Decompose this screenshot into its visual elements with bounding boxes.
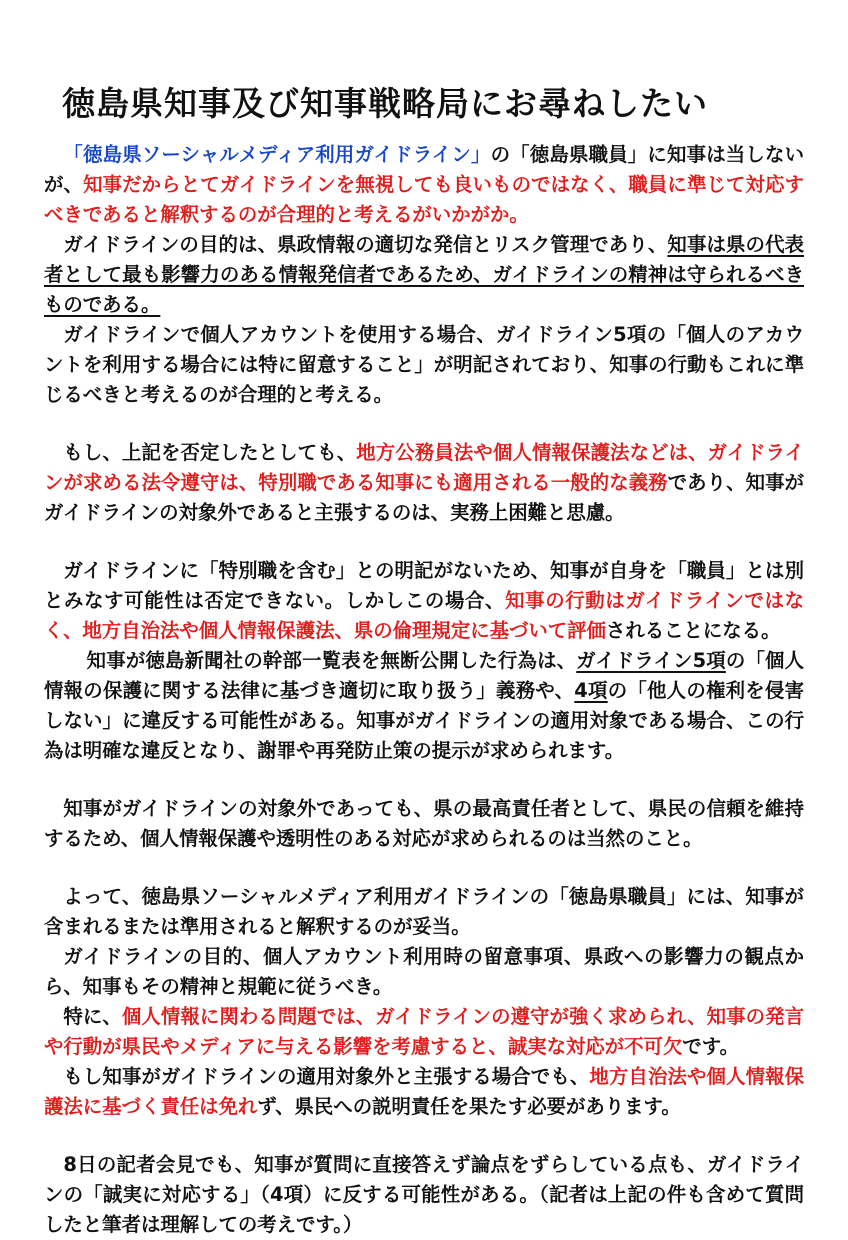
paragraph-gap [44,854,804,882]
paragraph-text: ガイドラインの目的は、県政情報の適切な発信とリスク管理であり、 [63,233,668,256]
paragraph-text: もし、上記を否定したとしても、 [63,441,357,464]
underlined-text: 4項 [574,679,608,702]
paragraph [44,230,804,320]
paragraph [44,1062,804,1122]
paragraph-text: ガイドラインに「特別職を含む」との明記がないため、知事が自身を「職員」とは別とみなす可能性は否定できない。しかしこの場合、 [44,559,804,612]
paragraph-text: ず、県民への説明責任を果たす必要があります。 [257,1095,681,1118]
highlight-red-text: 知事の行動はガイドラインではなく、地方自治法や個人情報保護法、県の倫理規定に基づいて評価 [44,589,805,642]
highlight-red-text: 知事だからとてガイドラインを無視しても良いものではなく、職員に準じて対応すべきであると解釈するのが合理的と考えるがいかがか。 [44,173,804,226]
paragraph-text: です。 [682,1035,739,1058]
paragraph [44,882,804,942]
paragraph [44,320,804,410]
document-body [44,140,804,1240]
highlight-red-text: 地方自治法や個人情報保護法に基づく責任は免れ [44,1065,805,1118]
paragraph-text: もし知事がガイドラインの適用対象外と主張する場合でも、 [63,1065,590,1088]
paragraph-text: 特に、 [63,1005,122,1028]
paragraph-text: されることになる。 [605,619,781,642]
paragraph-text: 8日の記者会見でも、知事が質問に直接答えず論点をずらしている点も、ガイドラインの「誠実に対応する」（4項）に反する可能性がある。（記者は上記の件も含めて質問したと筆者は理解しての考えです。） [44,1153,804,1236]
paragraph [44,646,804,766]
highlight-red-text: 個人情報に関わる問題では、ガイドラインの遵守が強く求められ、知事の発言や行動が県民やメディアに与える影響を考慮すると、誠実な対応が不可欠 [44,1005,805,1058]
paragraph-gap [44,1122,804,1150]
paragraph [44,942,804,1002]
paragraph-text: の「個人情報の保護に関する法律に基づき適切に取り扱う」義務や、 [44,649,805,702]
paragraph [44,140,804,230]
page-title: 徳島県知事及び知事戦略局にお尋ねしたい [62,84,708,123]
paragraph [44,1002,804,1062]
paragraph-text: の「他人の権利を侵害しない」に違反する可能性がある。知事がガイドラインの適用対象である場合、この行為は明確な違反となり、謝罪や再発防止策の提示が求められます。 [44,679,805,762]
paragraph-text: よって、徳島県ソーシャルメディア利用ガイドラインの「徳島県職員」には、知事が含まれるまたは準用されると解釈するのが妥当。 [44,885,804,938]
paragraph [44,1150,804,1240]
highlight-blue-text: 「徳島県ソーシャルメディア利用ガイドライン」 [63,143,491,166]
paragraph-gap [44,410,804,438]
paragraph-text: 知事がガイドラインの対象外であっても、県の最高責任者として、県民の信頼を維持するため、個人情報保護や透明性のある対応が求められるのは当然のこと。 [44,797,804,850]
paragraph [44,556,804,646]
paragraph-text: の「徳島県職員」に知事は当しないが、 [44,143,805,196]
paragraph-text: ガイドラインの目的、個人アカウント利用時の留意事項、県政への影響力の観点から、知事もその精神と規範に従うべき。 [44,945,804,998]
underlined-text: 知事は県の代表者として最も影響力のある情報発信者であるため、ガイドラインの精神は守られるべきものである。 [44,233,805,316]
underlined-text: ガイドライン5項 [576,649,726,672]
highlight-red-text: 地方公務員法や個人情報保護法などは、ガイドラインが求める法令遵守は、特別職である知事にも適用される一般的な義務 [44,441,804,494]
paragraph [44,438,804,528]
paragraph-gap [44,528,804,556]
paragraph-text: 知事が徳島新聞社の幹部一覧表を無断公開した行為は、 [86,649,577,672]
paragraph [44,794,804,854]
paragraph-gap [44,766,804,794]
paragraph-text: ガイドラインで個人アカウントを使用する場合、ガイドライン5項の「個人のアカウントを利用する場合には特に留意すること」が明記されており、知事の行動もこれに準じるべきと考えるのが合理的と考える。 [44,323,804,406]
paragraph-text: であり、知事がガイドラインの対象外であると主張するのは、実務上困難と思慮。 [44,471,805,524]
